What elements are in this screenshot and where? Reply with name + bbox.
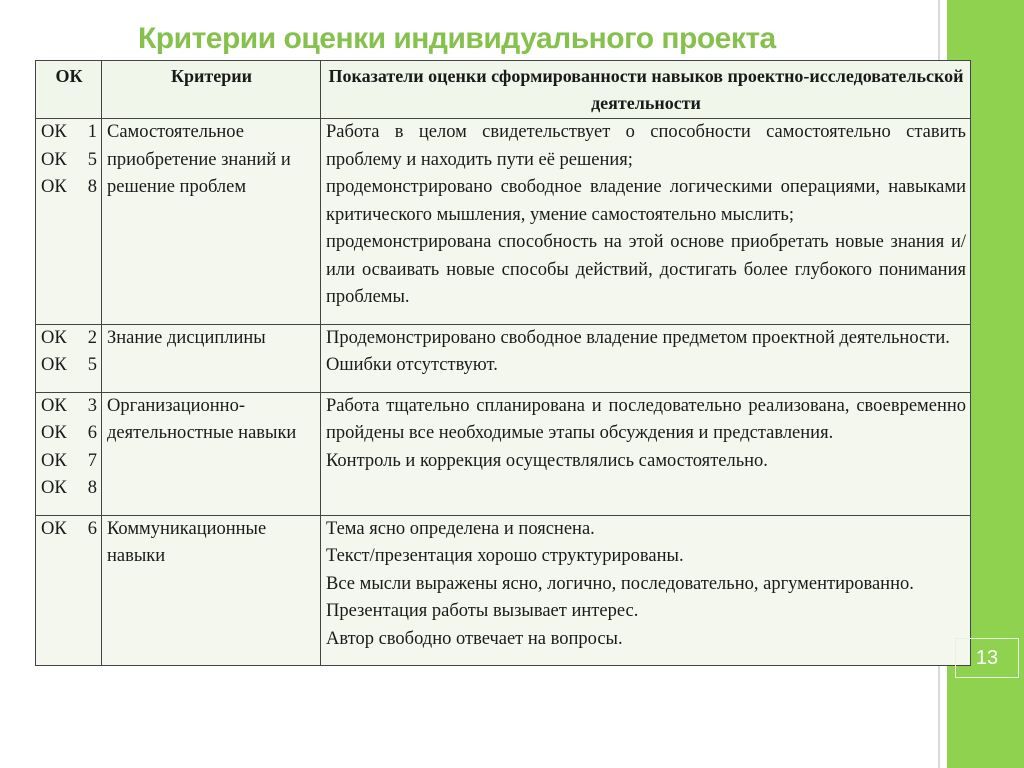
ok-codes-cell	[36, 392, 102, 515]
table-row	[36, 515, 971, 666]
slide-title: Критерии оценки индивидуального проекта	[138, 22, 776, 55]
indicator-text: Все мысли выражены ясно, логично, последовательно, аргументированно.	[326, 573, 914, 594]
ok-code: ОК 5	[41, 355, 97, 375]
indicators-cell	[321, 515, 971, 666]
table-row	[36, 324, 971, 392]
indicator-text: Автор свободно отвечает на вопросы.	[326, 628, 623, 649]
ok-code: ОК 2	[41, 327, 97, 348]
indicator-text: Ошибки отсутствуют.	[326, 355, 498, 375]
ok-code: ОК 8	[41, 478, 97, 498]
header-criteria: Критерии	[102, 61, 321, 119]
indicator-text: продемонстрировано свободное владение логическими операциями, навыками критического мышления, умение самостоятельно мыслить;	[326, 177, 966, 225]
indicator-text: Продемонстрировано свободное владение предметом проектной деятельности.	[326, 327, 950, 348]
indicator-text: Работа тщательно спланирована и последовательно реализована, своевременно пройдены все необходимые этапы обсуждения и представления.	[326, 395, 966, 443]
slide-number: 13	[955, 638, 1019, 678]
ok-code: ОК 6	[41, 423, 97, 443]
header-ok: ОК	[36, 61, 102, 119]
criterion-cell: Знание дисциплины	[102, 324, 321, 392]
table-header-row	[36, 61, 971, 119]
indicator-text: Контроль и коррекция осуществлялись самостоятельно.	[326, 450, 768, 471]
indicators-cell	[321, 119, 971, 325]
criterion-cell: Самостоятельное приобретение знаний и решение проблем	[102, 119, 321, 325]
indicators-cell	[321, 392, 971, 515]
ok-code: ОК 3	[41, 395, 97, 416]
ok-code: ОК 5	[41, 149, 97, 170]
criteria-table	[35, 60, 971, 666]
ok-codes-cell	[36, 515, 102, 666]
header-indicators: Показатели оценки сформированности навыков проектно-исследовательской деятельности	[321, 61, 971, 119]
indicator-text: продемонстрирована способность на этой основе приобретать новые знания и/или осваивать новые способы действий, достигать более глубокого понимания проблемы.	[326, 232, 966, 307]
criterion-cell: Организационно-деятельностные навыки	[102, 392, 321, 515]
ok-code: ОК 1	[41, 122, 97, 142]
indicators-cell	[321, 324, 971, 392]
indicator-text: Презентация работы вызывает интерес.	[326, 601, 639, 621]
ok-codes-cell	[36, 324, 102, 392]
table-row	[36, 119, 971, 325]
ok-code: ОК 7	[41, 450, 97, 471]
ok-code: ОК 6	[41, 518, 97, 539]
table-row	[36, 392, 971, 515]
indicator-text: Работа в целом свидетельствует о способности самостоятельно ставить проблему и находить пути её решения;	[326, 122, 966, 170]
indicator-text: Тема ясно определена и пояснена.	[326, 518, 595, 539]
criterion-cell: Коммуникационные навыки	[102, 515, 321, 666]
indicator-text: Текст/презентация хорошо структурированы.	[326, 546, 684, 566]
ok-code: ОК 8	[41, 177, 97, 197]
ok-codes-cell	[36, 119, 102, 325]
